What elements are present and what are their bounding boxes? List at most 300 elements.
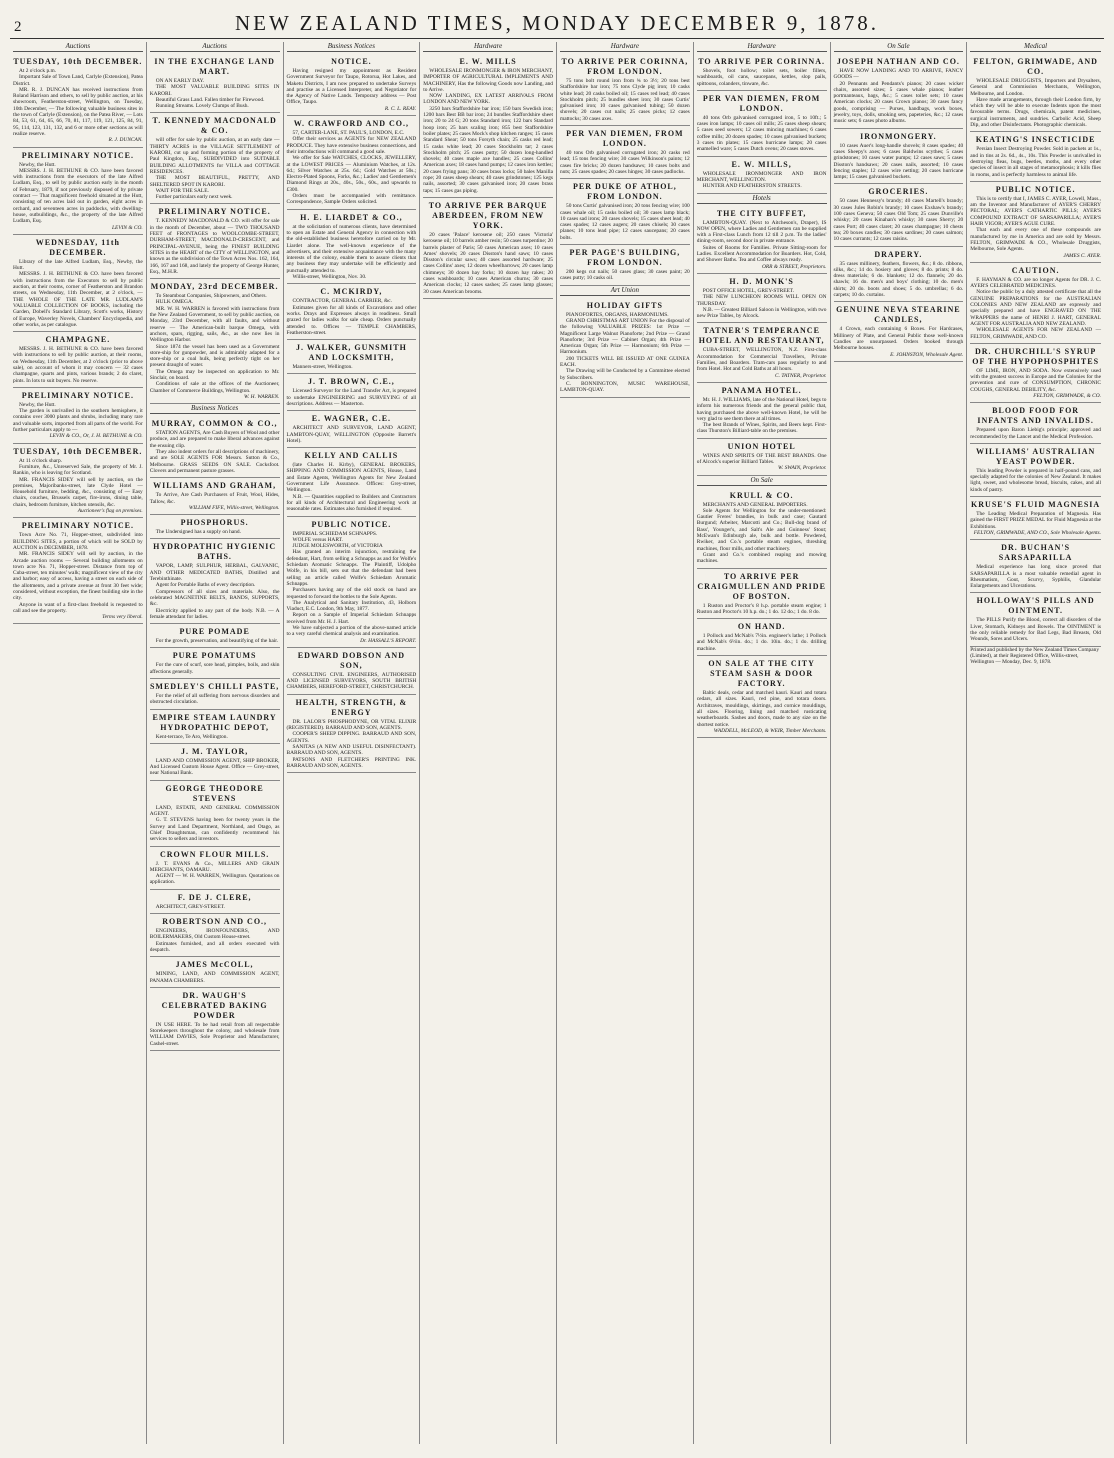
advertisement: [150, 113, 280, 204]
imprint-footer: Printed and published by the New Zealand Times Company (Limited), at their Registered Office, Willis-street, Wellington — Monday, Dec. 9, 1878.: [970, 646, 1100, 666]
advertisement: [970, 403, 1101, 444]
ad-heading: IN THE EXCHANGE LAND MART.: [154, 57, 275, 76]
ad-paragraph: Offer their services as AGENTS for NEW ZEALAND PRODUCE. They have extensive business connections, and their introductions will command a good sale.: [286, 136, 417, 155]
ad-paragraph: 3250 bars Staffordshire bar iron; 150 bars Swedish iron; 1200 bars Best BB bar iron; 24 bundles Staffordshire sheet iron; 20 to 24 G; 20 tons Standard iron; 122 bars Standard hoop iron; 25 bars scaling iron; 855 best Staffordshire boiler plates; 25 cases Mock's shop kitchen ranges; 15 cases Standard Shear; 50 tons Forsyth chain; 25 casks red lead; 15 casks white lead; 20 cases Stockholm tar; 2 cases Stockholm pitch; 25 cases putty; 50 dozen long-handled shovels; 40 cases maple axe handles; 25 cases Collins' American axes; 18 cases hand pumps; 12 cases iron kettles; 20 cases frying pans; 30 cases brass locks; 50 bales Manilla rope; 20 cases sheep shears; 40 cases grindstones; 125 kegs nails, assorted; 30 cases galvanised iron; 20 cases brass taps; 15 cases gas piping.: [423, 105, 553, 194]
ad-paragraph: HULK OMEGA.: [155, 299, 194, 306]
column-3: [284, 42, 421, 1444]
ad-heading: CROWN FLOUR MILLS.: [159, 849, 270, 859]
ad-paragraph: SANITAS (A NEW AND USEFUL DISINFECTANT). BARRAUD AND SON, AGENTS.: [286, 743, 417, 757]
ad-paragraph: Baltic deals, cedar and matched kauri. Kauri and totara cedars, all sizes. Kauri, red pine, and totara doors. Architraves, mouldings, skirtings, and cornice mouldings, all sizes. Flooring, lining and matched rusticating weatherboards. Sashes and doors, made to any size on the shortest notice.: [696, 690, 827, 728]
ad-heading: PRELIMINARY NOTICE.: [21, 390, 134, 400]
ad-heading: PANAMA HOTEL.: [721, 385, 802, 395]
ad-heading: GROCERIES.: [868, 187, 929, 197]
ad-heading: DR. WAUGH'S CELEBRATED BAKING POWDER: [161, 990, 268, 1020]
ad-heading: EDWARD DOBSON AND SON,: [297, 650, 405, 670]
ad-paragraph: Sole Agents for Wellington for the under-mentioned: Gautier Freres' brandies, in bulk and case; Gautard Burgund; Arbeiter, Marcotti and Co.; Bull-dog brand of Bass', Younger's, and Salt's Ale and Guinness' Stout; McEwan's Edinburgh ale, bulk and bottle. Powdered, Rwiker, and Co.'s portable steam engines, threshing machines, flour mills, and other machinery.: [696, 507, 827, 552]
ad-paragraph: Medical experience has long since proved that SARSAPARILLA is a most valuable remedial agent in Rheumatism, Gout, Scurvy, Syphilis, Glandular Enlargements and Ulcerations.: [970, 564, 1101, 590]
advertisement: [560, 245, 690, 286]
ad-paragraph: IMPERIAL SCHIEDAM SCHNAPPS.: [292, 530, 378, 537]
advertisement: [697, 383, 827, 439]
ad-heading: FELTON, GRIMWADE, AND CO.: [973, 57, 1098, 76]
ad-heading: ROBERTSON AND CO.,: [162, 917, 268, 927]
ad-paragraph: MR. FRANCIS SIDEY will sell by auction, in the Arcade auction rooms — Several building allotments on town acre No. 71, Hopper-street. Distance from top of Cuba-street, ten minutes' walk; magnificent view of the city and harbor; easy of access, having a street on each side of the allotments, and a private avenue at front 30 feet wide; considered, without exception, the finest building site in the city.: [13, 551, 143, 602]
ad-paragraph: Purchasers having any of the old stock on hand are requested to forward the bottles to the Sole Agents.: [286, 587, 417, 600]
ad-signature: FELTON, GRIMWADE, AND CO., Sole Wholesale Agents.: [973, 529, 1101, 536]
ad-paragraph: G. T. STEVENS having been for twenty years in the Survey and Land Department, Northland, and Otago, as Chief Draughtsman, can confidently recommend his services to sellers and investors.: [149, 817, 280, 843]
section-heading: Business Notices: [150, 404, 280, 414]
ad-paragraph: The PILLS Purify the Blood, correct all disorders of the Liver, Stomach, Kidneys and Bowels. The OINTMENT is the only reliable remedy for Bad Legs, Bad Breasts, Old Wounds, Sores and Ulcers.: [970, 617, 1101, 643]
ad-paragraph: ON AN EARLY DAY.: [155, 78, 205, 84]
advertisement: [287, 116, 417, 210]
ad-signature: Terms very liberal.: [102, 614, 143, 621]
ad-paragraph: WAIT FOR THE SALE.: [155, 187, 209, 194]
ad-paragraph: For the relief of all suffering from nervous disorders and obstructed circulation.: [149, 693, 280, 706]
ad-paragraph: That each and every one of these compounds are manufactured by me in America and are sold by Messrs. FELTON, GRIMWADE & CO., Wholesale Druggists, Melbourne, Sole Agents.: [970, 227, 1101, 253]
ad-paragraph: 10 cases Auer's long-handle shovels; 8 cases spades; 40 cases Sheepy's axes; 6 cases Baldwins scythes; 5 cases grindstones; 10 cases water pumps; 12 cases saws; 5 cases Disston's handsaws; 20 cases nails, assorted; 10 cases fencing staples; 12 cases wire netting; 20 cases hurricane lamps; 15 cases galvanised buckets.: [833, 142, 964, 181]
advertisement: [13, 518, 143, 624]
ad-paragraph: MESSRS. J. H. BETHUNE & CO. have been favored with instructions from the executors of the late Alfred Ludlam, Esq., to sell by public auction early in the month of February, 1879, if not previously disposed of by private contract — That magnificent freehold situated at the Hutt, consisting of ten acres laid out in garden, eight acres in orchard, and seventeen acres in paddocks, with dwelling-house, outbuildings, &c., the property of the late Alfred Ludlam, Esq.: [13, 167, 143, 225]
ad-paragraph: LAMBTON-QUAY. (Next to Aitcheson's, Draper), IS NOW OPEN, where Ladies and Gentlemen can be supplied with a First-class Lunch from 12 till 2 p.m. To the ladies' dining-room, second door in private entrance.: [696, 219, 827, 245]
ad-paragraph: The Leading Medical Preparation of Magnesia. Has gained the FIRST PRIZE MEDAL for Fluid Magnesia at the Exhibitions.: [970, 511, 1101, 530]
ad-heading: JAMES McCOLL,: [175, 960, 254, 970]
ad-paragraph: MR. FRANCIS SIDEY will sell by auction, on the premises, Majoribanks-street, late Clyde Hotel — Household furniture, bedding, &c., consisting of — Easy chairs, couches, Brussels carpet, fire-irons, dining table, chairs, bedroom furniture, kitchen utensils, &c.: [13, 476, 143, 508]
ad-paragraph: Suites of Rooms for Families. Private Sitting-room for Ladies. Excellent Accommodation for Boarders. Hot, Cold, and Shower Baths. Tea and Coffee always ready.: [696, 244, 827, 264]
advertisement: [150, 515, 280, 539]
ad-paragraph: MESSRS. J. H. BETHUNE & CO. have been favored with instructions from the Executors to sell by public auction, at their rooms, corner of Featherston and Brandon streets, on Wednesday, 11th December, at 2 o'clock, — THE WHOLE OF THE LATE MR. LUDLAM'S VALUABLE COLLECTION OF BOOKS, including the Garden, Dobell's Standard Library, Scott's works, History of Europe, Waverley Novels, Chambers' Encyclopedia, and other works, as per catalogue.: [13, 271, 143, 328]
ad-heading: PHOSPHORUS.: [180, 518, 249, 528]
ad-heading: KELLY AND CALLIS: [304, 451, 399, 461]
ad-paragraph: MR. R. J. DUNCAN has received instructions from Roland Harrison and others, to sell by public auction, at his showroom, Featherston-street, Wellington, on Tuesday, 10th December, — The following valuable business sites in the town of Carlyle (Extension), on the Patea River, — Lots 84, 53, 61, 64, 65, 66, 70, 81, 117, 119, 121, 125, 84, 91, 95, 114, 123, 131, 132, and 6 or more other sections as will realize reserve.: [13, 86, 143, 137]
advertisement: [287, 648, 417, 695]
ad-paragraph: Grant and Co.'s combined reaping and mowing machines.: [696, 551, 827, 565]
section-heading: Art Union: [560, 286, 690, 296]
ad-paragraph: AGENT — W. H. WARREN, Wellington. Quotations on application.: [149, 873, 280, 886]
section-heading: Hotels: [697, 194, 827, 204]
ad-heading: KRUSE'S FLUID MAGNESIA: [971, 500, 1101, 510]
ad-paragraph: ENGINEERS, IRONFOUNDERS, AND BOILERMAKERS, Old Custom House-street.: [149, 928, 280, 941]
ad-heading: PER PAGE'S BUILDING, FROM LONDON.: [569, 248, 681, 268]
ad-paragraph: 35 cases millinery, feathers, flowers, &c.; 8 do. ribbons, silks, &c.; 14 do. hosiery and gloves; 8 do. prints; 8 do. dress materials; 6 do. blankets; 12 do. flannels; 20 do. shawls; 16 do. men's and boys' clothing; 10 do. men's shirts; 20 do. boots and shoes; 5 do. umbrellas; 6 do. carpets; 10 do. curtains.: [833, 260, 964, 299]
ad-heading: SMEDLEY'S CHILLI PASTE,: [149, 682, 280, 691]
ad-heading: EMPIRE STEAM LAUNDRY HYDROPATHIC DEPOT,: [152, 712, 277, 732]
ad-paragraph: We offer for Sale WATCHES, CLOCKS, JEWELLERY, at the LOWEST PRICES — Aluminium Watches, at 12s. 6d.; Silver Watches at 25s. 6d.; Gold Watches at 50s.; Electro-Plated Spoons, Forks, &c.; Ladies' and Gentlemen's Diamond Rings at 20s., 40s., 50s., 60s., and upwards to £300.: [286, 155, 417, 193]
ad-paragraph: Persian Insect Destroying Powder. Sold in packets at 1s., and in tins at 2s. 6d., 4s., 10s. This Powder is unrivalled in destroying fleas, bugs, beetles, moths, and every other species of insect in all stages of metamorphosis; it kills flies in rooms, and is perfectly harmless to animal life.: [970, 146, 1101, 178]
ad-paragraph: 75 tons bolt round iron from ¾ to 3½; 20 tons best Staffordshire bar iron; 75 tons Clyde pig iron; 10 casks white lead; 20 casks boiled oil; 15 cases red lead; 40 cases Stockholm pitch; 25 bundles sheet iron; 30 cases Curtis' galvanised iron; 10 cases galvanised tubing; 50 dozen shovels; 20 cases cut nails; 25 cases picks; 12 cases mattocks; 30 cases axes.: [560, 78, 690, 122]
ad-paragraph: LAND, ESTATE, AND GENERAL COMMISSION AGENT.: [149, 804, 280, 818]
advertisement: [970, 497, 1101, 540]
ad-paragraph: Mr. H. J. WILLIAMS, late of the National Hotel, begs to inform his numerous friends and the general public that, having purchased the above well-known Hotel, he will be very glad to see them there at all times.: [696, 396, 827, 422]
ad-signature: Auctioneer's flag on premises.: [77, 508, 143, 515]
ad-signature: LEVIN & CO.: [112, 224, 143, 231]
advertisement: [150, 648, 280, 679]
advertisement: [560, 126, 690, 179]
ad-paragraph: Compressors of all sizes and materials. Also, the celebrated MAGNETINE BELTS, BANDS, SUPPORTS, &c.: [149, 588, 280, 608]
ad-paragraph: THE MOST VALUABLE BUILDING SITES IN KARORI.: [149, 84, 280, 97]
advertisement: [150, 624, 280, 648]
advertisement: [697, 91, 827, 157]
ad-paragraph: Willis-street, Wellington, Nov. 30.: [292, 274, 367, 281]
ad-signature: W. H. WARREN.: [243, 393, 280, 400]
advertisement: [834, 54, 964, 129]
advertisement: [287, 284, 417, 340]
ad-paragraph: 4 Crown, each containing 6 Boxes. For Hardcases, Millinery of Plate, and General Public those well-known Candles are unsurpassed. Orders booked through Melbourne houses.: [833, 326, 964, 352]
ad-paragraph: We have subjected a portion of the above-named article to a very careful chemical analysis and examination.: [286, 625, 417, 638]
ad-paragraph: Important Sale of Town Land, Carlyle (Extension), Patea District.: [13, 74, 143, 87]
ad-heading: NOTICE.: [331, 57, 372, 66]
ad-paragraph: The Omega may be inspected on application to Mr. Sinclair, on board.: [149, 368, 280, 381]
ad-paragraph: WINES AND SPIRITS OF THE BEST BRANDS. One of Alcock's superior Billiard Tables.: [696, 452, 827, 465]
ad-paragraph: MR. W. H. WARREN is favored with instructions from the New Zealand Government, to sell by public auction, on Monday, 23rd December, with all faults, and without reserve — The American-built barque Omega, with anchors, spars, rigging, sails, &c., as she now lies in Wellington Harbor.: [149, 305, 280, 344]
advertisement: [150, 744, 280, 781]
ad-heading: DRAPERY.: [874, 249, 923, 259]
page-number: 2: [14, 19, 22, 35]
advertisement: [150, 914, 280, 957]
ad-paragraph: CUBA-STREET, WELLINGTON, N.Z. First-class Accommodation for Commercial Travellers, Private Families, and Boarders. Tram-cars pass regularly to and from Hotel. Hot and Cold Baths at all hours.: [696, 347, 827, 373]
ad-paragraph: Since 1874 the vessel has been used as a Government store-ship for gunpowder, and is admirably adapted for a store-ship or a coal hulk, being perfectly tight on her present draught of water.: [149, 343, 280, 369]
ad-paragraph: IN USE HERE. To be had retail from all respectable Storekeepers throughout the colony, and wholesale from WILLIAM DAVIES, Sole Proprietor and Manufacturer, Cashel-street.: [149, 1021, 280, 1047]
advertisement: [697, 274, 827, 323]
ad-paragraph: MESSRS. J. H. BETHUNE & CO. have been favored with instructions to sell by public auction, at their rooms, on Wednesday, 11th December, at 2 o'clock (prior to above sale), on account of whom it may concern — 32 cases champagne, quarts and pints, various brands; 2 do claret, pints. In lots to suit buyers. No reserve.: [13, 346, 143, 384]
ad-heading: GENUINE NEVA STEARINE CANDLES,: [836, 305, 961, 325]
advertisement: [150, 416, 280, 478]
ad-paragraph: WHOLESALE AGENTS FOR NEW ZEALAND — FELTON, GRIMWADE, AND CO.: [970, 327, 1101, 340]
advertisement: [13, 235, 143, 332]
ad-paragraph: Beautiful Grass Land. Fallen timber for Firewood.: [155, 96, 265, 103]
ad-heading: PRELIMINARY NOTICE.: [158, 207, 271, 217]
ad-paragraph: THE MOST BEAUTIFUL, PRETTY, AND SHELTERED SPOT IN KARORI.: [149, 175, 280, 188]
advertisement: [970, 593, 1101, 646]
ad-paragraph: STATION AGENTS, Are Cash Buyers of Wool and other produce, and are prepared to make liberal advances against the ensuing clip.: [149, 430, 280, 449]
ad-paragraph: Orders must be accompanied with remittance. Correspondence, Sample Orders solicited.: [286, 193, 417, 206]
advertisement: [13, 54, 143, 148]
column-8: [967, 42, 1104, 1444]
advertisement: [13, 388, 143, 444]
ad-heading: JOSEPH NATHAN AND CO.: [836, 57, 960, 66]
ad-paragraph: 1 Pollock and McNab's 7½in. engineer's lathe; 1 Pollock and McNab's 6½in. do.; 1 do. 10in. do.; 1 do. drilling machine.: [696, 633, 827, 652]
advertisement: [697, 157, 827, 194]
advertisement: [287, 374, 417, 411]
advertisement: [150, 679, 280, 710]
ad-paragraph: CONTRACTOR, GENERAL CARRIER, &c.: [292, 298, 392, 305]
ad-signature: WADDELL, McLEOD, & WEIR, Timber Merchants.: [713, 727, 827, 734]
ad-paragraph: VAPOR, LAMP, SULPHUR, HERBAL, GALVANIC, AND OTHER MEDICATED BATHS, Distilled and Terebinthinate.: [149, 563, 280, 583]
ad-paragraph: The Analytical and Sanitary Institution, 43, Holborn Viaduct, E.C. London, 9th May, 1877.: [286, 599, 417, 613]
ad-heading: HYDROPATHIC HYGIENIC BATHS.: [153, 542, 277, 562]
ad-paragraph: Prepared upon Baron Liebig's principle; approved and recommended by the Lancet and the Medical Profession.: [970, 427, 1101, 440]
ad-paragraph: Town Acre No. 71, Hopper-street, subdivided into BUILDING SITES, a portion of which will be SOLD by AUCTION in DECEMBER, 1878.: [13, 532, 143, 551]
ad-paragraph: 20 cases 'Palace' kerosene oil; 250 cases 'Victoria' kerosene oil; 10 barrels amber resin; 50 cases turpentine; 20 barrels plaster of Paris; 50 cases American axes; 10 cases Ames' shovels; 20 cases Disston's hand saws; 10 cases Disston's circular saws; 40 cases assorted hardware; 25 cases Collins' axes; 12 dozen wheelbarrows; 20 cases lamp chimneys; 30 dozen hay forks; 10 dozen hay rakes; 20 cases washboards; 10 cases American churns; 30 cases American clocks; 12 cases sashes; 25 cases lamp glasses; 30 cases American brooms.: [423, 231, 553, 295]
ad-heading: HEALTH, STRENGTH, & ENERGY: [295, 697, 408, 717]
ad-signature: R. J. DUNCAN.: [108, 137, 143, 144]
column-1: [10, 42, 147, 1444]
ad-heading: DR. BUCHAN'S SARSAPARILLA: [998, 543, 1073, 563]
ad-paragraph: Having resigned my appointment as Resident Government Surveyor for Taupo, Rotorua, Hot Lakes, and Maketu Districts, I am now prepared to undertake Surveys and practise as a Licensed Interpreter, and Negotiator for the Agency of Native Lands. Temporary address — Post Office, Taupo.: [286, 68, 417, 106]
ad-heading: PER VAN DIEMEN, FROM LONDON.: [702, 93, 821, 113]
ad-paragraph: For the cure of scurf, sore head, pimples, boils, and skin affections generally.: [149, 662, 280, 675]
advertisement: [13, 148, 143, 235]
advertisement: [970, 54, 1101, 132]
ad-heading: J. M. TAYLOR,: [180, 746, 249, 756]
ad-heading: TUESDAY, 10th DECEMBER.: [13, 446, 143, 456]
ad-heading: H. E. LIARDET & CO.,: [300, 212, 403, 222]
ad-heading: CAUTION.: [1011, 265, 1060, 275]
ad-heading: BLOOD FOOD FOR INFANTS AND INVALIDS.: [977, 406, 1094, 426]
ad-paragraph: PATSONS AND FLETCHER'S PRINTING INK. BARRAUD AND SON, AGENTS.: [286, 756, 417, 769]
ad-heading: C. MCKIRDY,: [320, 287, 383, 297]
ad-heading: CHAMPAGNE.: [45, 335, 111, 345]
column-heading: On Sale: [834, 42, 964, 52]
ad-paragraph: Estimates given for all kinds of Excavations and other works. Drays and Expresses always in readiness. Small grazed for ladies walks for sale cheap. Orders punctually attended to. Offices — TEMPLE CHAMBERS, Featherston-street.: [286, 304, 417, 336]
ad-heading: PRELIMINARY NOTICE.: [21, 521, 134, 531]
column-5: [557, 42, 694, 1444]
ad-paragraph: F. HAYMAN & CO. are no longer Agents for DR. J. C. AYER'S CELEBRATED MEDICINES.: [970, 276, 1101, 290]
advertisement: [287, 210, 417, 285]
ad-paragraph: PIANOFORTES, ORGANS, HARMONIUMS.: [566, 311, 669, 318]
ad-heading: IRONMONGERY.: [860, 131, 937, 141]
advertisement: [150, 54, 280, 113]
ad-heading: WILLIAMS AND GRAHAM,: [153, 481, 277, 491]
ad-heading: H. D. MONK'S: [729, 276, 794, 286]
ad-heading: ON SALE AT THE CITY STEAM SASH & DOOR FACTORY.: [708, 659, 815, 689]
ad-paragraph: MERCHANTS AND GENERAL IMPORTERS.: [702, 501, 808, 508]
advertisement: [697, 619, 827, 656]
advertisement: [697, 206, 827, 274]
ad-paragraph: WOLFE versus HART.: [292, 536, 343, 543]
advertisement: [287, 411, 417, 448]
advertisement: [287, 54, 417, 116]
ad-heading: THE CITY BUFFET,: [716, 208, 807, 218]
advertisement: [834, 129, 964, 185]
ad-heading: GEORGE THEODORE STEVENS: [165, 783, 264, 803]
advertisement: [834, 247, 964, 303]
advertisement: [150, 781, 280, 847]
ad-paragraph: T. KENNEDY MACDONALD & CO. will offer for sale in the month of December, about — TWO THOUSAND FEET of FRONTAGES to WOOLCOMBE-STREET, DURHAM-STREET, MACDONALD-CRESCENT, and PRINCIPAL-AVENUE, being the FINEST BUILDING SITES in the HEART of the CITY of WELLINGTON, and known as the subdivision of the Town Acres Nos. 162, 164, 166, 167 and 168, and lately the property of George Hunter, Esq., M.H.R.: [149, 218, 280, 275]
advertisement: [287, 695, 417, 773]
ad-paragraph: 50 cases Hennessy's brandy; 40 cases Martell's brandy; 30 cases Jules Robin's brandy; 10 cases Exshaw's brandy; 100 cases Geneva; 50 cases Old Tom; 25 cases Dunville's whisky; 20 cases Kinahan's whisky; 30 cases Sherry; 20 cases Port; 40 cases claret; 20 cases champagne; 10 chests tea; 20 boxes candles; 30 cases sardines; 20 cases salmon; 10 cases currants; 12 cases raisins.: [833, 198, 964, 243]
ad-paragraph: JUDGE MOLESWORTH, of VICTORIA: [292, 543, 383, 550]
column-heading: Auctions: [150, 42, 280, 52]
column-heading: Hardware: [423, 42, 553, 52]
advertisement: [970, 132, 1101, 181]
ad-heading: PUBLIC NOTICE.: [995, 184, 1076, 194]
advertisement: [150, 710, 280, 744]
ad-paragraph: OF LIME, IRON, AND SODA. Now extensively used with the greatest success in Europe and the Colonies for the prevention and cure of CONSUMPTION, CHRONIC COUGHS, GENERAL DEBILITY, &c.: [970, 367, 1101, 393]
ad-paragraph: Kent-terrace, Te Aro, Wellington.: [155, 733, 228, 740]
advertisement: [560, 298, 690, 398]
advertisement: [560, 179, 690, 245]
ad-paragraph: The best Brands of Wines, Spirits, and Beers kept. First-class Thurston's Billiard-table on the premises.: [696, 422, 827, 435]
advertisement: [287, 517, 417, 648]
advertisement: [697, 54, 827, 91]
ad-paragraph: WHOLESALE IRONMONGER AND IRON MERCHANT, WELLINGTON.: [696, 170, 827, 183]
ad-paragraph: POST OFFICE HOTEL, GREY-STREET.: [702, 287, 795, 294]
ad-heading: F. DE J. CLERE,: [177, 892, 252, 902]
ad-signature: E. JOHNSTON, Wholesale Agent.: [890, 351, 964, 358]
ad-paragraph: For the growth, preservation, and beautifying of the hair.: [155, 638, 279, 645]
ad-heading: TO ARRIVE PER CORINNA, FROM LONDON.: [561, 57, 689, 76]
ad-heading: UNION HOTEL: [727, 441, 796, 451]
advertisement: [13, 332, 143, 388]
advertisement: [150, 478, 280, 515]
advertisement: [970, 344, 1101, 403]
ad-paragraph: J. T. EVANS & Co., MILLERS AND GRAIN MERCHANTS, OAMARU.: [149, 860, 280, 873]
advertisement: [423, 198, 553, 299]
advertisement: [970, 182, 1101, 263]
ad-signature: JAMES C. AYER.: [1063, 252, 1101, 259]
ad-paragraph: The garden is unrivalled in the southern hemisphere, it contains over 3000 plants and shrubs, including many rare and valuable sorts, imported from all parts of the world. For further particulars apply to —: [13, 408, 143, 434]
ad-paragraph: NOW LANDING, EX LATEST ARRIVALS FROM LONDON AND NEW YORK.: [423, 93, 553, 106]
ad-paragraph: At 2 o'clock p.m.: [19, 68, 57, 74]
ad-signature: FELTON, GRIMWADE, & CO.: [1033, 392, 1101, 399]
advertisement: [423, 54, 553, 198]
advertisement: [13, 444, 143, 519]
ad-paragraph: Further particulars early next week.: [155, 194, 233, 201]
ad-paragraph: 50 tons Curtis' galvanised iron; 20 tons fencing wire; 100 cases whale oil; 15 casks boiled oil; 30 cases lamp black; 10 cases sad irons; 20 cases shovels; 15 cases sheet lead; 40 cases spades; 12 cases augers; 20 cases chisels; 30 cases planes; 10 tons lead pipe; 12 cases saucepans; 20 cases bolts.: [560, 203, 690, 241]
ad-heading: MONDAY, 23rd DECEMBER.: [150, 282, 279, 292]
ad-signature: ORR & STREET, Proprietors.: [761, 263, 827, 270]
ad-paragraph: N.B. — Greatest Billiard Saloon in Wellington, with two new Prize Tables, by Alcock.: [696, 306, 827, 320]
ad-paragraph: Estimates furnished, and all orders executed with despatch.: [149, 940, 280, 953]
ad-heading: PER VAN DIEMEN, FROM LONDON.: [566, 129, 684, 149]
advertisement: [150, 279, 280, 404]
column-heading: Hardware: [697, 42, 827, 52]
ad-heading: T. KENNEDY MACDONALD & CO.: [152, 116, 277, 136]
ad-paragraph: The Undersigned has a supply on hand.: [155, 529, 241, 536]
ad-heading: TATNER'S TEMPERANCE HOTEL AND RESTAURANT,: [698, 326, 825, 346]
ad-heading: HOLIDAY GIFTS: [586, 300, 663, 310]
column-2: [147, 42, 284, 1444]
advertisement: [834, 184, 964, 246]
ad-paragraph: The Drawing will be Conducted by a Committee elected by Subscribers.: [560, 368, 690, 381]
advertisement: [697, 569, 827, 620]
ad-paragraph: Manners-street, Wellington.: [292, 364, 353, 371]
ad-signature: R. C. L. REAY.: [384, 105, 417, 112]
ad-paragraph: at the solicitation of numerous clients, have determined to open an Estate and General Agency in connection with the old-established business heretofore carried on by Mr. Liardet alone. The well-known experience of the advertisers, and their extensive acquaintance with the many interests of the colony, enable them to assure clients that any business they may undertake will be efficiently and punctually attended to.: [286, 223, 417, 274]
advertisement: [970, 540, 1101, 593]
ad-heading: MURRAY, COMMON & CO.,: [151, 419, 278, 429]
masthead-title: NEW ZEALAND TIMES, MONDAY DECEMBER 9, 1878.: [234, 11, 880, 35]
ad-paragraph: 57, CARTER-LANE, ST. PAUL'S, LONDON, E.C.: [292, 130, 405, 137]
columns: [10, 42, 1104, 1444]
ad-paragraph: ARCHITECT AND SURVEYOR, LAND AGENT, LAMBTON-QUAY, WELLINGTON (Opposite Barrett's Hotel).: [286, 425, 417, 444]
ad-paragraph: 40 tons Orb galvanised corrugated iron; 20 casks red lead; 15 tons fencing wire; 30 cases Wilkinson's paints; 12 cases fire bricks; 20 dozen handsaws; 10 cases bolts and nuts; 25 cases spades; 20 cases hinges; 30 cases padlocks.: [560, 150, 690, 175]
advertisement: [287, 340, 417, 374]
ad-heading: E. WAGNER, C.E.: [311, 414, 392, 424]
ad-heading: PRELIMINARY NOTICE.: [21, 150, 134, 160]
ad-heading: J. T. BROWN, C.E.,: [307, 377, 395, 387]
ad-paragraph: C. BONNINGTON, MUSIC WAREHOUSE, LAMBTON-QUAY.: [560, 380, 690, 394]
ad-paragraph: To Arrive, Are Cash Purchasers of Fruit, Wool, Hides, Tallow, &c.: [149, 492, 280, 505]
ad-heading: PURE POMADE: [179, 627, 250, 637]
ad-heading: WILLIAMS' AUSTRALIAN YEAST POWDER.: [975, 446, 1096, 466]
ad-heading: PER DUKE OF ATHOL, FROM LONDON.: [572, 182, 677, 202]
ad-paragraph: DR. LALOR'S PHOSPHODYNE, OR VITAL ELIXIR (REGISTERED). BARRAUD AND SON, AGENTS.: [286, 718, 417, 732]
ad-paragraph: N.B. — Quantities supplied to Builders and Contractors for all kinds of Architectural and Engineering work at reasonable rates. Estimates also furnished if required.: [286, 493, 417, 513]
ad-paragraph: This leading Powder is prepared in half-pound cans, and specially adapted for the colonies of New Zealand. It makes light, sweet, and wholesome bread, biscuits, cakes, and all kinds of pastry.: [970, 467, 1101, 493]
ad-paragraph: HAVE NOW LANDING AND TO ARRIVE, FANCY GOODS —: [833, 68, 964, 81]
ad-heading: J. WALKER, GUNSMITH AND LOCKSMITH,: [295, 343, 407, 363]
ad-paragraph: Shovels, foot hollow; toilet sets, boiler fillers, washboards, oil cans, saucepans, kettles, slop pails, spittoons, colanders, tinware, &c.: [696, 68, 827, 87]
ad-heading: PUBLIC NOTICE.: [311, 519, 392, 529]
ad-paragraph: GRAND CHRISTMAS ART UNION For the disposal of the following VALUABLE PRIZES: 1st Prize — Magnificent Large Walnut Pianoforte; 2nd Prize — Grand Pianoforte; 3rd Prize — Cabinet Organ; 4th Prize — American Organ; 5th Prize — Harmonium; 6th Prize — Harmonium.: [560, 317, 690, 356]
ad-heading: W. CRAWFORD AND CO.,: [293, 119, 409, 129]
advertisement: [834, 302, 964, 361]
advertisement: [150, 204, 280, 279]
ad-heading: ON HAND.: [737, 622, 786, 632]
column-heading: Business Notices: [287, 42, 417, 52]
ad-paragraph: Report on a Sample of Imperial Schiedam Schnapps received from Mr. H. J. Hart.: [286, 612, 417, 625]
column-heading: Auctions: [13, 42, 143, 52]
advertisement: [287, 448, 417, 516]
ad-paragraph: (late Charles H. Kirby), GENERAL BROKERS, SHIPPING AND COMMISSION AGENTS, House, Land and Estate Agents, Wellington Agents for New Zealand Government Life Assurance. Offices: Grey-street, Wellington.: [286, 462, 417, 494]
column-7: [831, 42, 968, 1444]
ad-paragraph: WHOLESALE DRUGGISTS, Importers and Drysalters, General and Commission Merchants, Wellington, Melbourne, and London.: [970, 78, 1101, 97]
ad-paragraph: Licensed Surveyor for the Land Transfer Act, is prepared to undertake ENGINEERING and SURVEYING of all descriptions. Address — Masterton.: [286, 388, 417, 407]
ad-heading: PURE POMATUMS: [172, 651, 257, 661]
ad-paragraph: CONSULTING CIVIL ENGINEERS, AUTHORISED AND LICENSED SURVEYORS, SOUTH BRITISH CHAMBERS, HEREFORD-STREET, CHRISTCHURCH.: [286, 671, 417, 691]
ad-paragraph: 40 tons Orb galvanised corrugated iron, 5 to 10ft.; 5 cases iron lamps; 10 cases oil mills; 25 cases sheep shears; 5 cases seed sowers; 12 cases mincing machines; 6 cases coffee mills; 20 dozen spades; 10 cases galvanised buckets; 3 cases tin plates; 15 cases hurricane lamps; 20 cases enamelled ware; 5 cases Dutch ovens; 20 cases stoves.: [696, 114, 827, 153]
ad-paragraph: Anyone in want of a first-class freehold is requested to call and see the property.: [13, 601, 143, 614]
advertisement: [150, 988, 280, 1051]
ad-paragraph: MINING, LAND, AND COMMISSION AGENT, PANAMA CHAMBERS.: [149, 971, 280, 984]
ad-paragraph: LAND AND COMMISSION AGENT, SHIP BROKER, And Licensed Custom House Agent. Office — Grey-street, near National Bank.: [149, 757, 280, 777]
ad-paragraph: To Steamboat Companies, Shipowners, and Others.: [155, 293, 267, 300]
ad-heading: TO ARRIVE PER CRAIGMULLEN AND PRIDE OF BOSTON.: [697, 571, 826, 601]
ad-heading: TO ARRIVE PER CORINNA.: [698, 57, 825, 66]
ad-paragraph: WHOLESALE IRONMONGER & IRON MERCHANT, IMPORTER OF AGRICULTURAL IMPLEMENTS AND MACHINERY, Has the following Goods now Landing, and to Arrive.: [423, 68, 553, 93]
ad-heading: TO ARRIVE PER BARQUE ABERDEEN, FROM NEW YORK.: [428, 200, 548, 230]
ad-heading: DR. CHURCHILL'S SYRUP OF THE HYPOPHOSPHITES: [972, 346, 1100, 366]
ad-paragraph: This is to certify that I, JAMES C. AYER, Lowell, Mass., am the Inventor and Manufacturer of AYER'S CHERRY PECTORAL; AYER'S CATHARTIC PILLS; AYER'S COMPOUND EXTRACT OF SARSAPARILLA; AYER'S HAIR VIGOR; AYER'S AGUE CURE.: [970, 195, 1101, 228]
advertisement: [150, 890, 280, 914]
ad-paragraph: 20 Pennants and Pendants's pianos; 20 cases wicker chairs, assorted sizes; 5 cases whale pianos; leather portmanteaux, bags, &c.; 5 cases toilet sets; 10 cases American clocks; 20 cases Crown pianos; 30 cases fancy goods, comprising — Purses, handbags, work boxes, jewelry, toys, dolls, smoking sets, papeteries, &c.; 12 cases music sets; 6 cases photo albums.: [833, 80, 964, 125]
advertisement: [560, 54, 690, 126]
ad-paragraph: HUNTER AND FEATHERSTON STREETS.: [702, 183, 802, 190]
column-6: [694, 42, 831, 1444]
advertisement: [697, 656, 827, 738]
ad-paragraph: Has granted an interim injunction, restraining the defendant, Hart, from selling a Schnapps as and for Wolfe's Schiedam Aromatic Schnapps. The Plaintiff, Udolpho Wolfe, in his bill, sets out that the defendant had been selling an article called Wolfe's Schiedam Aromatic Schnapps.: [286, 549, 417, 587]
ad-paragraph: ARCHITECT, GREY-STREET.: [155, 903, 225, 910]
ad-heading: HOLLOWAY'S PILLS AND OINTMENT.: [976, 596, 1095, 616]
ad-paragraph: Newby, the Hutt.: [19, 161, 56, 168]
ad-heading: KEATING'S INSECTICIDE: [975, 135, 1096, 145]
advertisement: [697, 439, 827, 476]
ad-heading: KRULL & CO.: [729, 490, 794, 500]
ad-heading: TUESDAY, 10th DECEMBER.: [13, 57, 143, 66]
ad-paragraph: Running Streams. Lovely Clumps of Bush.: [155, 103, 249, 110]
column-heading: Hardware: [560, 42, 690, 52]
ad-paragraph: will offer for sale by public auction, at an early date — THIRTY ACRES in the VILLAGE SETTLEMENT of KARORI, cut up and forming portion of the property of Paul Kingdon, Esq., SUBDIVIDED into SUITABLE BUILDING ALLOTMENTS for VILLA and COTTAGE RESIDENCES.: [149, 137, 280, 175]
ad-paragraph: Agent for Portable Baths of every description.: [155, 582, 256, 589]
advertisement: [970, 444, 1101, 497]
ad-paragraph: At 11 o'clock sharp.: [19, 457, 62, 464]
ad-paragraph: THE NEW LUNCHEON ROOMS WILL OPEN ON THURSDAY.: [696, 294, 827, 307]
advertisement: [697, 488, 827, 569]
advertisement: [150, 847, 280, 890]
ad-signature: WILLIAM FIFE, Willis-street, Wellington.: [188, 504, 280, 511]
ad-paragraph: Notice the public by a duly attested certificate that all the GENUINE PREPARATIONS for the AUSTRALIAN COLONIES AND NEW ZEALAND are expressly and specially prepared and have ENGRAVED ON THE WRAPPERS the name of HENRI J. HART, GENERAL AGENT FOR AUSTRALIA AND NEW ZEALAND.: [970, 289, 1101, 327]
ad-signature: W. SWAIN, Proprietor.: [778, 465, 827, 472]
ad-paragraph: 200 TICKETS WILL BE ISSUED AT ONE GUINEA EACH.: [560, 355, 690, 369]
ad-paragraph: They also indent orders for all descriptions of machinery, and are SOLE AGENTS FOR Messrs. Sutton & Co., Melbourne. GRASS SEEDS ON SALE. Cocksfoot. Clovers and permanent pasture grasses.: [149, 449, 280, 474]
ad-paragraph: Newby, the Hutt.: [19, 401, 56, 408]
ad-paragraph: COOPER'S SHEEP DIPPING. BARRAUD AND SON, AGENTS.: [286, 731, 417, 744]
ad-paragraph: Library of the late Alfred Ludlam, Esq., Newby, the Hutt.: [13, 258, 143, 272]
ad-signature: LEVIN & CO., Or, J. H. BETHUNE & CO.: [49, 433, 143, 440]
ad-paragraph: 200 kegs cut nails; 50 cases glass; 30 cases paint; 20 cases putty; 10 casks oil.: [560, 269, 690, 282]
advertisement: [970, 263, 1101, 344]
column-4: [420, 42, 557, 1444]
